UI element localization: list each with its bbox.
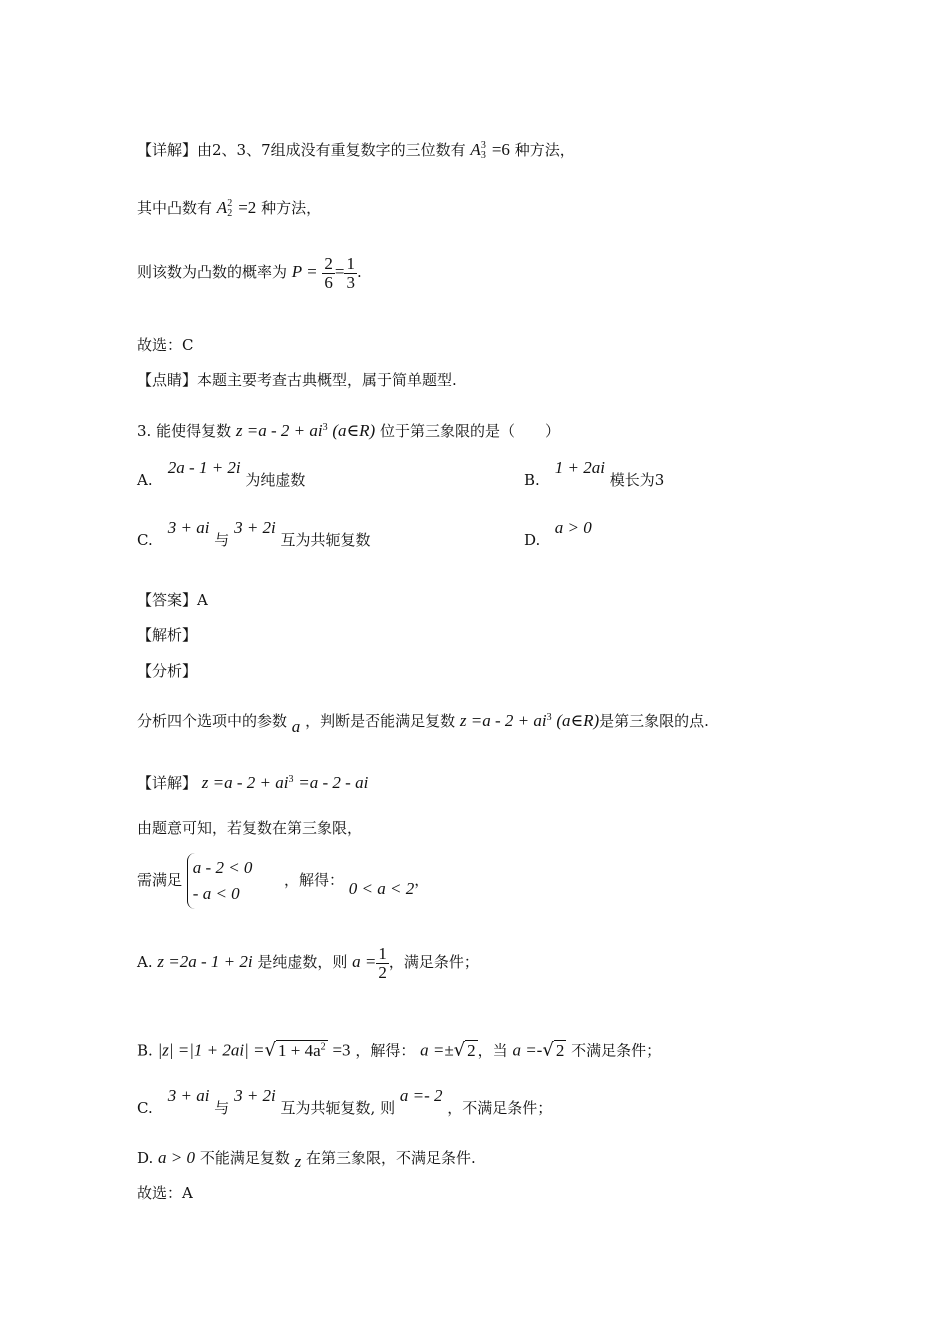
answer-line: 【答案】A [137, 591, 208, 609]
frac-den: 2 [378, 962, 387, 982]
math-expr: z =a - 2 + ai [459, 711, 547, 730]
math-expr: a =- [512, 1040, 543, 1060]
text: 需满足 [137, 871, 183, 889]
math-cond: (a∈R) [332, 421, 376, 440]
text: 是第三象限的点. [599, 712, 709, 730]
math-expr: a =- 2 [399, 1086, 443, 1105]
math-sup: 2 [320, 1041, 326, 1052]
math-sup: 3 [288, 774, 294, 785]
text: 种方法， [514, 141, 575, 159]
fenxi-heading: 【分析】 [137, 662, 198, 680]
math-expr: z =a - 2 + ai [235, 421, 323, 440]
option-label: D. [524, 531, 541, 549]
text: 为纯虚数 [245, 471, 306, 489]
sqrt [276, 1040, 328, 1060]
math-sub: 3 [480, 150, 486, 161]
math-a: a [291, 717, 301, 736]
comment-line: 【点睛】本题主要考查古典概型，属于简单题型. [137, 371, 457, 389]
text: 是纯虚数，则 [257, 953, 348, 971]
label: D. [137, 1149, 154, 1167]
fraction [322, 255, 335, 292]
text: 【详解】由2、3、7组成没有重复数字的三位数有 [137, 141, 466, 159]
math-expr: 3 + 2i [234, 1086, 276, 1105]
text: 不能满足复数 [199, 1149, 290, 1167]
sqrt: 2 [467, 1040, 476, 1060]
math-expr: 3 + ai [167, 1086, 210, 1105]
math-z: z [294, 1152, 302, 1171]
text: ，不满足条件； [447, 1099, 553, 1117]
option-label: C. [137, 531, 153, 549]
text: ，满足条件； [388, 953, 479, 971]
text: 与 [214, 1099, 230, 1117]
question-3 [137, 418, 560, 441]
detail-line-2 [137, 198, 321, 219]
text: 其中凸数有 [137, 199, 213, 217]
math-A: A [216, 198, 228, 217]
math-expr: 2a - 1 + 2i [167, 458, 241, 477]
analysis-heading: 【解析】 [137, 626, 198, 644]
frac-den: 6 [324, 272, 333, 292]
detail-line-3 [137, 252, 362, 292]
math-expr: a = [352, 952, 377, 971]
frac-num: 2 [324, 253, 333, 273]
text: 【详解】 [137, 774, 198, 792]
label: B. [137, 1041, 153, 1060]
text: 互为共轭复数, 则 [280, 1099, 396, 1117]
math-eq: =3 [332, 1040, 351, 1060]
math-A: A [470, 140, 481, 159]
text: ，当 [477, 1041, 508, 1060]
math-expr: 1 + 4a [278, 1040, 321, 1060]
text: 不满足条件； [571, 1041, 662, 1060]
math-cond: (a∈R) [556, 711, 600, 730]
math-eq: =6 [491, 140, 510, 159]
text: ，判断是否能满足复数 [305, 712, 456, 730]
detail-line-1 [137, 140, 575, 161]
system-line [137, 850, 429, 910]
option-b [524, 458, 665, 490]
fraction [344, 255, 357, 292]
text: 种方法， [261, 199, 322, 217]
math-expr: |z| =|1 + 2ai| = [157, 1040, 265, 1060]
math-P: P = [291, 262, 318, 281]
option-c [137, 518, 371, 550]
math-expr: z =2a - 1 + 2i [157, 952, 253, 971]
math-expr: a > 0 [158, 1148, 196, 1167]
text: ，解得： [284, 871, 345, 889]
text: 与 [214, 531, 230, 549]
option-d [524, 518, 592, 550]
math-sub: 2 [227, 208, 233, 219]
text: . [356, 263, 362, 281]
system-row: - a < 0 [192, 884, 240, 903]
text: 模长为3 [609, 471, 665, 489]
fraction [376, 945, 389, 982]
math-expr: z =a - 2 + ai [201, 773, 289, 792]
equation-system [187, 853, 253, 909]
result-c [137, 1086, 553, 1118]
text: ， [414, 871, 430, 889]
math-expr: 3 + ai [167, 518, 210, 537]
math-sup: 3 [546, 712, 552, 723]
choose-line: 故选：C [137, 336, 194, 354]
option-label: A. [137, 471, 153, 489]
frac-num: 1 [378, 943, 387, 963]
result-b: B. |z| =|1 + 2ai| =√ $1 + 4a^2 =3$ ，解得： a =±√ 2 ，当 a =-√ 2 不满足条件； [137, 1039, 662, 1061]
math-expr: 3 + 2i [234, 518, 276, 537]
math-eq: = [334, 262, 345, 281]
xiangjie-line [137, 770, 368, 793]
math-eq: =2 [238, 198, 257, 217]
result-a [137, 942, 479, 982]
math-expr: a > 0 [554, 518, 592, 537]
frac-num: 1 [346, 253, 355, 273]
text-line: 由题意可知，若复数在第三象限， [137, 819, 363, 837]
option-label: B. [524, 471, 540, 489]
system-row: a - 2 < 0 [192, 858, 253, 877]
text: 分析四个选项中的参数 [137, 712, 288, 730]
math-expr: =a - 2 - ai [298, 773, 369, 792]
math-sup: 3 [480, 140, 486, 151]
math-expr: 1 + 2ai [554, 458, 605, 477]
text: 3. 能使得复数 [137, 422, 232, 440]
fenxi-line [137, 708, 709, 736]
frac-den: 3 [346, 272, 355, 292]
text: 位于第三象限的是（ ） [379, 422, 560, 440]
label: A. [137, 953, 153, 971]
text: ，解得： [355, 1041, 416, 1060]
text: 互为共轭复数 [280, 531, 371, 549]
text: 则该数为凸数的概率为 [137, 263, 288, 281]
sqrt: 2 [555, 1040, 565, 1060]
math-sup: 3 [322, 422, 328, 433]
option-a [137, 458, 306, 490]
text: 在第三象限，不满足条件. [306, 1149, 476, 1167]
label: C. [137, 1099, 153, 1117]
result-d [137, 1148, 476, 1171]
math-expr: 0 < a < 2 [348, 879, 415, 898]
math-sup: 2 [227, 198, 233, 209]
math-expr: a =± [420, 1040, 454, 1060]
final-choice: 故选：A [137, 1184, 193, 1202]
